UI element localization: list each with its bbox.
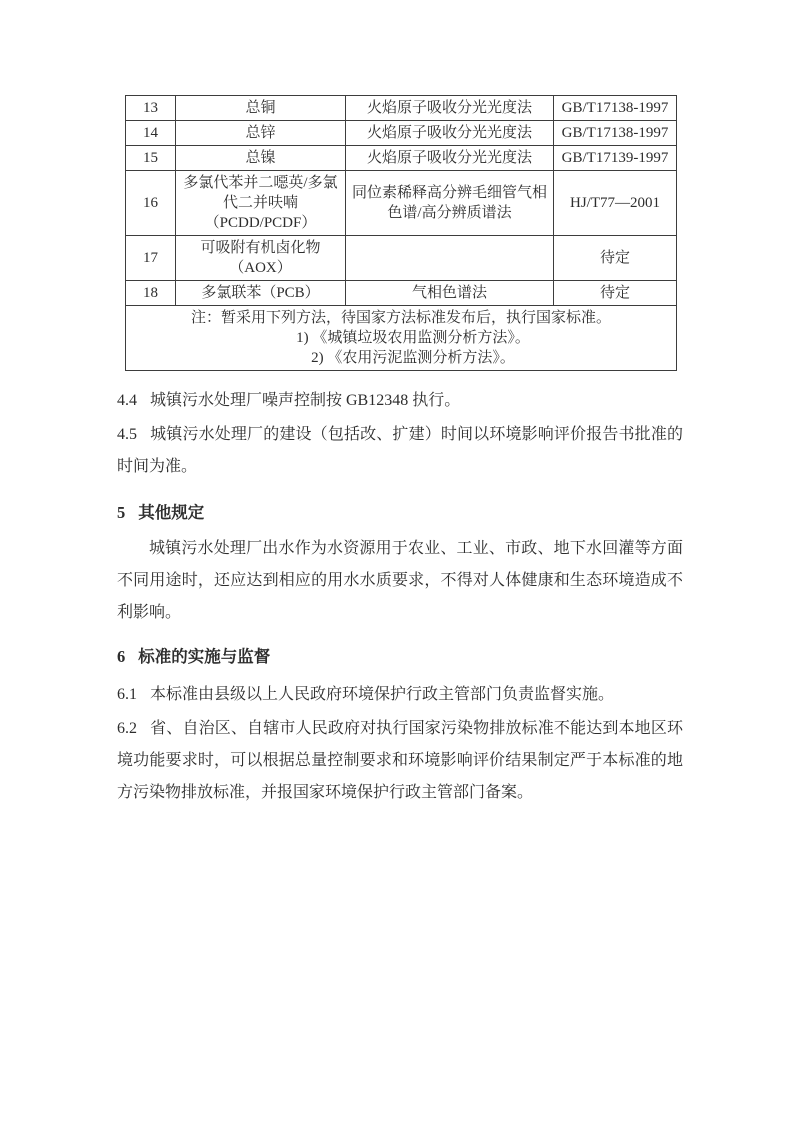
clause-text: 本标准由县级以上人民政府环境保护行政主管部门负责监督实施。	[150, 686, 615, 703]
clause-number: 6.2	[117, 720, 137, 737]
method-cell: 火焰原子吸收分光光度法	[346, 121, 554, 146]
note-line-item1: 1) 《城镇垃圾农用监测分析方法》。	[296, 330, 530, 346]
section-5-paragraph: 城镇污水处理厂出水作为水资源用于农业、工业、市政、地下水回灌等方面不同用途时，还应达到相应的用水水质要求，不得对人体健康和生态环境造成不利影响。	[117, 540, 683, 621]
method-cell: 火焰原子吸收分光光度法	[346, 146, 554, 171]
table-row	[126, 146, 677, 171]
row-number-cell: 13	[126, 96, 176, 121]
standard-cell: HJ/T77—2001	[554, 171, 677, 236]
standard-cell: GB/T17138-1997	[554, 121, 677, 146]
method-cell: 气相色谱法	[346, 281, 554, 306]
section-title: 其他规定	[138, 503, 205, 522]
section-number: 5	[117, 503, 126, 522]
standard-cell: GB/T17139-1997	[554, 146, 677, 171]
standard-cell: 待定	[554, 281, 677, 306]
clause-number: 4.4	[117, 392, 137, 409]
table-note-cell	[126, 306, 677, 371]
clause-text: 城镇污水处理厂噪声控制按 GB12348 执行。	[150, 392, 461, 409]
pollutant-name-cell: 可吸附有机卤化物（AOX）	[176, 236, 346, 281]
note-line-item2: 2) 《农用污泥监测分析方法》。	[311, 350, 515, 366]
table-row	[126, 96, 677, 121]
clause-text: 城镇污水处理厂的建设（包括改、扩建）时间以环境影响评价报告书批准的时间为准。	[117, 426, 683, 475]
pollutant-name-cell: 多氯代苯并二噁英/多氯代二并呋喃（PCDD/PCDF）	[176, 171, 346, 236]
row-number-cell: 18	[126, 281, 176, 306]
page-content	[117, 95, 683, 809]
row-number-cell: 15	[126, 146, 176, 171]
pollutant-name-cell: 总锌	[176, 121, 346, 146]
pollutant-name-cell: 总镍	[176, 146, 346, 171]
table-note-row	[126, 306, 677, 371]
analysis-method-table	[125, 95, 677, 371]
standard-cell: GB/T17138-1997	[554, 96, 677, 121]
section-6-heading	[117, 641, 683, 673]
row-number-cell: 16	[126, 171, 176, 236]
section-title: 标准的实施与监督	[138, 647, 271, 666]
method-cell: 火焰原子吸收分光光度法	[346, 96, 554, 121]
clause-number: 4.5	[117, 426, 137, 443]
clause-4-4	[117, 385, 683, 417]
table-row	[126, 121, 677, 146]
clause-6-1	[117, 679, 683, 711]
table-row	[126, 171, 677, 236]
method-cell	[346, 236, 554, 281]
standard-cell: 待定	[554, 236, 677, 281]
table-row	[126, 281, 677, 306]
pollutant-name-cell: 总铜	[176, 96, 346, 121]
pollutant-name-cell: 多氯联苯（PCB）	[176, 281, 346, 306]
clause-number: 6.1	[117, 686, 137, 703]
row-number-cell: 17	[126, 236, 176, 281]
section-5-heading	[117, 497, 683, 529]
section-number: 6	[117, 647, 126, 666]
clause-6-2	[117, 713, 683, 809]
clause-4-5	[117, 419, 683, 483]
clause-text: 省、自治区、自辖市人民政府对执行国家污染物排放标准不能达到本地区环境功能要求时，可以根据总量控制要求和环境影响评价结果制定严于本标准的地方污染物排放标准，并报国家环境保护行政主管部门备案。	[117, 720, 683, 801]
note-line-main: 注：暂采用下列方法，待国家方法标准发布后，执行国家标准。	[190, 310, 611, 326]
row-number-cell: 14	[126, 121, 176, 146]
method-cell: 同位素稀释高分辨毛细管气相色谱/高分辨质谱法	[346, 171, 554, 236]
table-row	[126, 236, 677, 281]
